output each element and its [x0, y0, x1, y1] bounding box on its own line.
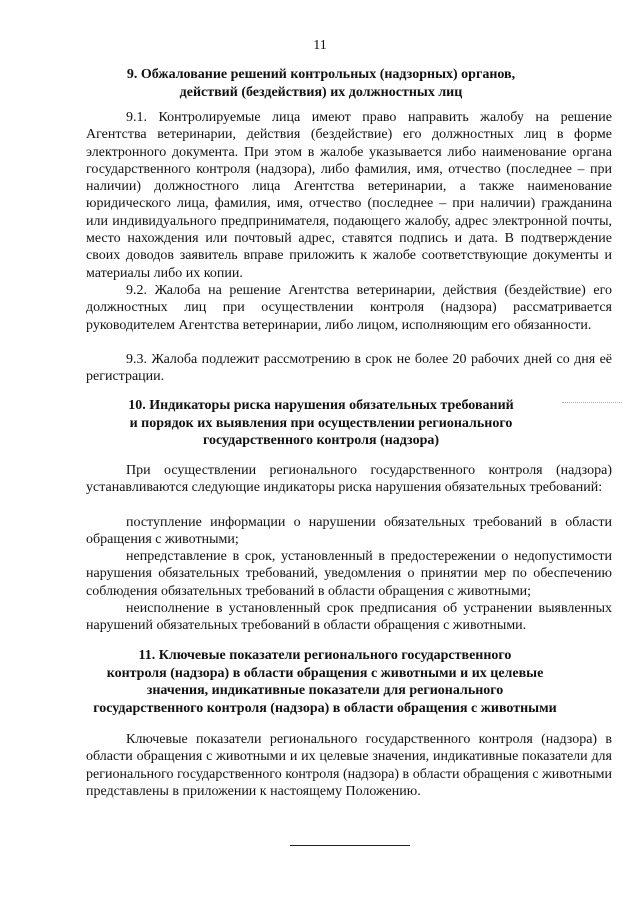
- section-11-paragraph-1: [86, 731, 612, 800]
- section-10-paragraph-1: [86, 462, 612, 497]
- section-9-paragraph-1: [86, 109, 612, 282]
- section-11-heading: [60, 647, 590, 717]
- section-10-paragraph-2-text: поступление информации о нарушении обязательных требований в области обращения с животными;: [86, 515, 612, 548]
- section-11-title-line-4: государственного контроля (надзора) в области обращения с животными: [93, 700, 557, 716]
- section-10-paragraph-4-text: неисполнение в установленный срок предписания об устранении выявленных нарушений обязательных требований в области обращения с животными.: [86, 601, 612, 634]
- section-9-title-line-2: действий (бездействия) их должностных лиц: [179, 84, 463, 100]
- section-10-title-line-2: и порядок их выявления при осуществлении регионального: [129, 415, 513, 431]
- section-9-paragraph-3: [86, 351, 612, 386]
- section-10-title-line-1: 10. Индикаторы риска нарушения обязательных требований: [128, 398, 514, 413]
- section-9-paragraph-1-text: 9.1. Контролируемые лица имеют право направить жалобу на решение Агентства ветеринарии, действия (бездействие) его должностных лиц в форме электронного документа. При этом в жалобе указывается либо наименование органа государственного контроля (надзора), либо фамилия, имя, отчество (последнее – при наличии) должностного лица Агентства ветеринарии, а также наименование юридического лица, фамилия, имя, отчество (последнее – при наличии) гражданина или индивидуального предпринимателя, подающего жалобу, адрес электронной почты, место нахождения или почтовый адрес, ставятся подпись и дата. В подтверждение своих доводов заявитель вправе приложить к жалобе соответствующие документы и материалы либо их копии.: [86, 110, 612, 281]
- section-11-title-line-3: значения, индикативные показатели для регионального: [146, 683, 504, 698]
- section-9-paragraph-3-text: 9.3. Жалоба подлежит рассмотрению в срок не более 20 рабочих дней со дня её регистрации.: [86, 352, 612, 385]
- section-10-paragraph-3: [86, 548, 612, 600]
- section-10-heading: [70, 397, 572, 450]
- section-10-title-line-3: государственного контроля (надзора): [202, 433, 440, 448]
- section-10-paragraph-3-text: непредставление в срок, установленный в предостережении о недопустимости нарушения обязательных требований, уведомления о принятии мер по обеспечению соблюдения обязательных требований в области обращения с животными;: [86, 549, 612, 599]
- section-11-title-line-2: контроля (надзора) в области обращения с животными и их целевые: [106, 665, 544, 681]
- section-9-paragraph-2: [86, 282, 612, 334]
- section-9-heading: [70, 66, 572, 101]
- section-10-paragraph-1-text: При осуществлении регионального государственного контроля (надзора) устанавливаются следующие индикаторы риска нарушения обязательных требований:: [86, 463, 612, 496]
- page-number: 11: [313, 38, 327, 53]
- section-11-title-line-1: 11. Ключевые показатели регионального государственного: [138, 648, 512, 663]
- section-10-paragraph-2: [86, 514, 612, 549]
- scan-artifact-dotted-line: [562, 402, 622, 403]
- section-9-paragraph-2-text: 9.2. Жалоба на решение Агентства ветеринарии, действия (бездействие) его должностных лиц при осуществлении контроля (надзора) рассматривается руководителем Агентства ветеринарии, либо лицом, исполняющим его обязанности.: [86, 283, 612, 333]
- section-10-paragraph-4: [86, 600, 612, 635]
- section-11-paragraph-1-text: Ключевые показатели регионального государственного контроля (надзора) в области обращения с животными и их целевые значения, индикативные показатели для регионального государственного контроля (надзора) в области обращения с животными представлены в приложении к настоящему Положению.: [86, 732, 612, 799]
- closing-rule: [290, 845, 410, 846]
- section-9-title-line-1: 9. Обжалование решений контрольных (надзорных) органов,: [126, 67, 516, 82]
